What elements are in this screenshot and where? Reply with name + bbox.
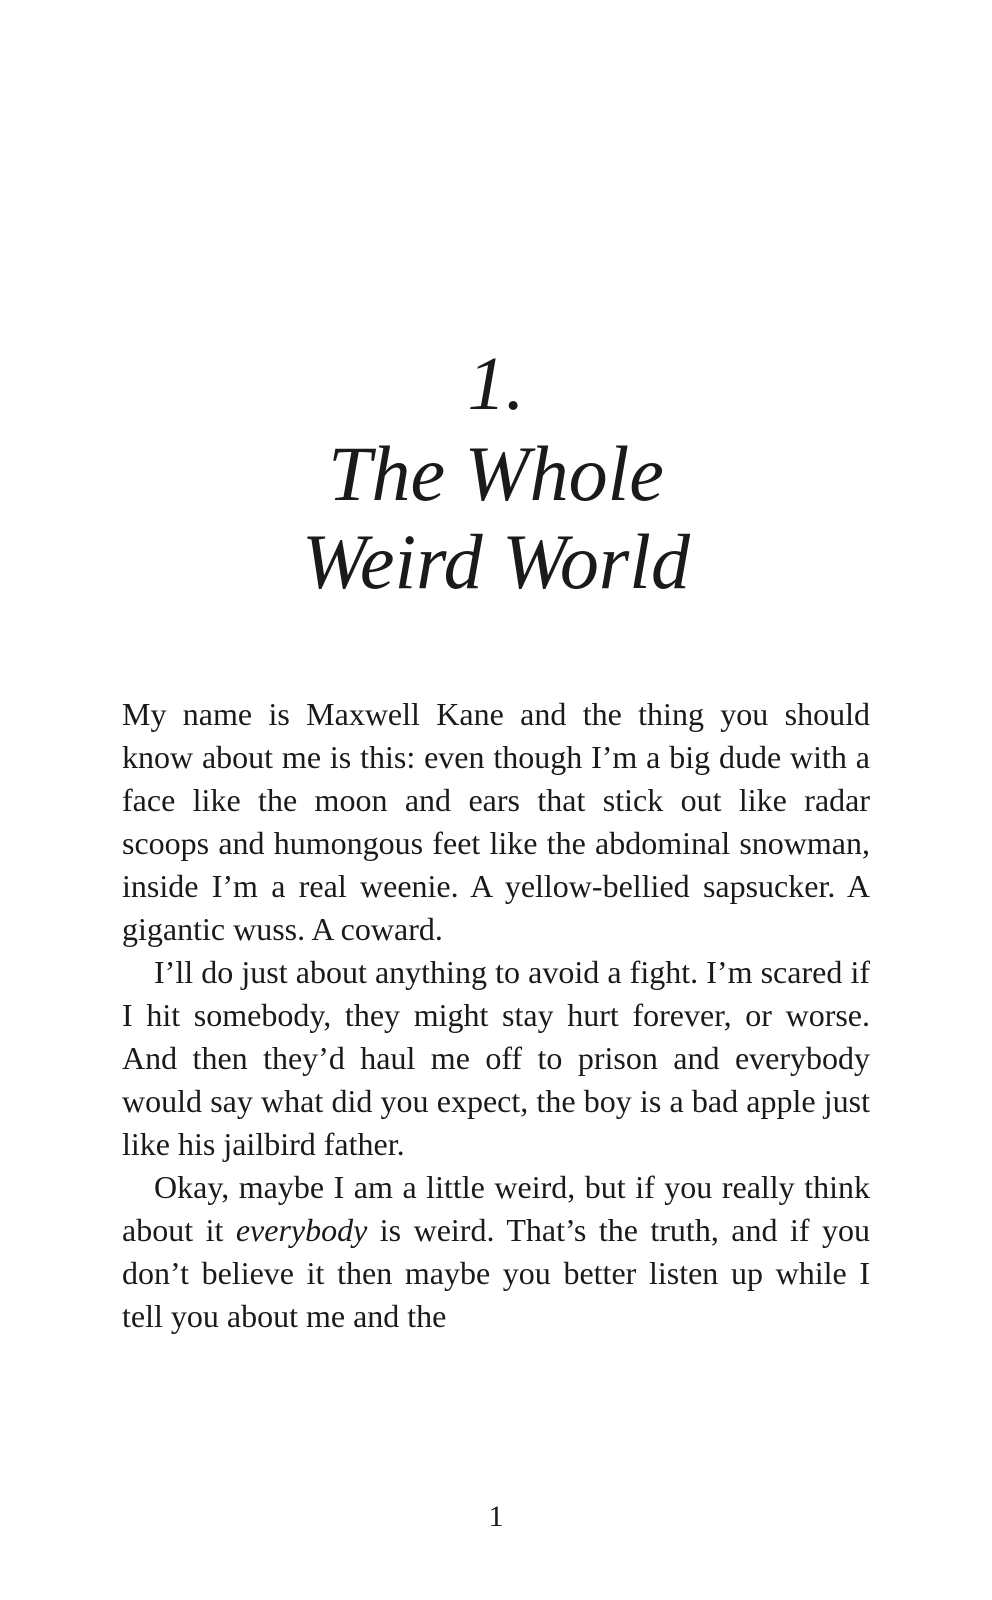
paragraph-2: I’ll do just about anything to avoid a fight. I’m scared if I hit somebody, they might stay hurt forever, or worse. And then they’d haul me off to prison and everybody would say what did you expect, the boy is a bad apple just like his jailbird father. xyxy=(122,954,870,1162)
body-text xyxy=(122,693,870,1338)
chapter-title xyxy=(0,430,992,606)
paragraph-1: My name is Maxwell Kane and the thing you should know about me is this: even though I’m a big dude with a face like the moon and ears that stick out like radar scoops and humongous feet like the abdominal snowman, inside I’m a real weenie. A yellow-bellied sapsucker. A gigantic wuss. A coward. xyxy=(122,696,870,947)
paragraph-3-text-before: Okay, maybe I am a little weird, but if you really think about it xyxy=(122,1169,870,1248)
emphasized-word: everybody xyxy=(235,1212,368,1248)
chapter-number: 1. xyxy=(467,342,525,426)
chapter-heading xyxy=(0,342,992,606)
paragraph-3 xyxy=(122,1166,870,1338)
paragraph-3-text-after: is weird. That’s the truth, and if you don’t believe it then maybe you better listen up while I tell you about me and the xyxy=(122,1212,870,1334)
page-number: 1 xyxy=(488,1500,504,1533)
chapter-title-line-2: Weird World xyxy=(302,518,690,605)
chapter-title-line-1: The Whole xyxy=(328,430,664,517)
